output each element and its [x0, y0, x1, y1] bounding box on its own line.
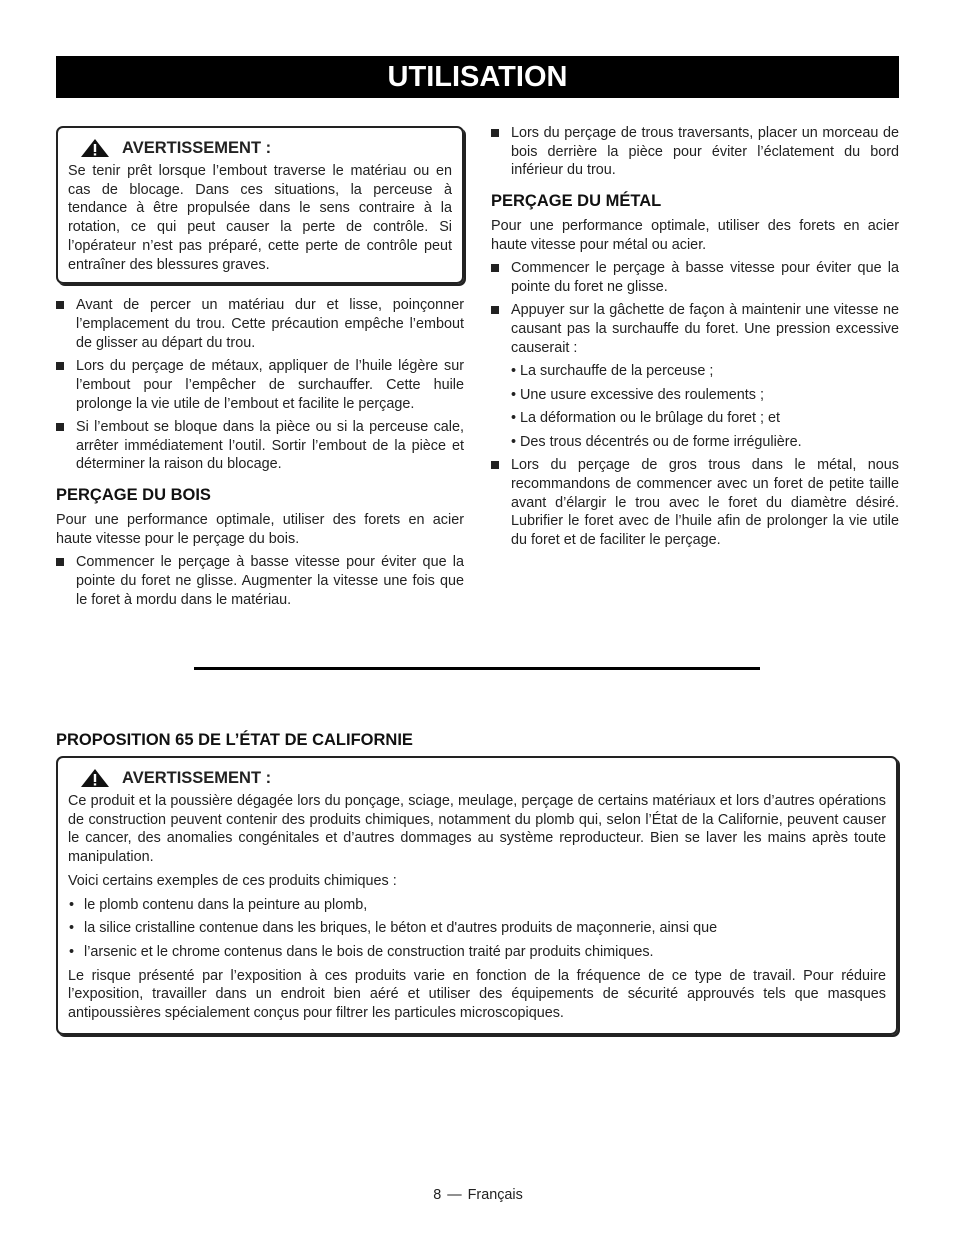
prop65-paragraph-2: Voici certains exemples de ces produits chimiques :: [68, 872, 397, 889]
list-item: Lors du perçage de gros trous dans le métal, nous recommandons de commencer avec un foret de petite taille avant d’élargir le trou avec le foret du diamètre désiré. Lubrifier le foret avec de l’huile afin de prolonger la vie utile du foret et de faciliter le perçage.: [491, 456, 899, 550]
list-item: • Des trous décentrés ou de forme irrégulière.: [511, 433, 802, 450]
footer-language: Français: [467, 1187, 523, 1203]
prop65-paragraph-1: Ce produit et la poussière dégagée lors du ponçage, sciage, meulage, perçage de certains matériaux et lors d’autres opérations de construction peuvent contenir des produits chimiques, notamment du plomb qui, selon l’État de la Californie, peuvent causer le cancer, des anomalies congénitales et d’autres dommages au système reproducteur. Bien se laver les mains après toute manipulation.: [68, 793, 886, 866]
bullet-square-icon: [491, 264, 499, 272]
metal-intro: Pour une performance optimale, utiliser des forets en acier haute vitesse pour métal ou acier.: [491, 217, 899, 253]
pressure-effects-list: [511, 362, 899, 451]
warning-triangle-icon: [80, 768, 110, 788]
list-item: • Une usure excessive des roulements ;: [511, 386, 764, 403]
warning-heading: AVERTISSEMENT :: [68, 138, 452, 158]
metal-list-2: [491, 456, 899, 550]
warning-triangle-icon: [80, 138, 110, 158]
bullet-square-icon: [491, 129, 499, 137]
wood-intro: Pour une performance optimale, utiliser des forets en acier haute vitesse pour le perçage du bois.: [56, 511, 464, 547]
wood-list: [56, 553, 464, 609]
list-item: • le plomb contenu dans la peinture au plomb,: [68, 896, 886, 915]
chemicals-list: [68, 896, 886, 962]
bullet-square-icon: [56, 558, 64, 566]
footer-separator: —: [447, 1187, 462, 1203]
list-item: • La surchauffe de la perceuse ;: [511, 363, 714, 380]
bullet-square-icon: [56, 301, 64, 309]
bullet-square-icon: [56, 423, 64, 431]
bullet-square-icon: [491, 306, 499, 314]
warning-text: Se tenir prêt lorsque l’embout traverse le matériau ou en cas de blocage. Dans ces situations, la perceuse à tendance à être propulsée dans le sens contraire à la rotation, ce qui peut causer la perte de contrôle. Si l’opérateur n’est pas préparé, cette perte de contrôle peut entraîner des blessures graves.: [68, 163, 452, 273]
list-item: • la silice cristalline contenue dans les briques, le béton et d'autres produits de maçonnerie, ainsi que: [68, 919, 886, 938]
list-item: Lors du perçage de métaux, appliquer de l’huile légère sur l’embout pour l’empêcher de surchauffer. Cette huile prolonge la vie utile de l’embout et facilite le perçage.: [56, 357, 464, 413]
metal-list: [491, 259, 899, 357]
prop65-paragraph-3: Le risque présenté par l’exposition à ces produits varie en fonction de la fréquence de ce type de travail. Pour réduire l’exposition, travailler dans un endroit bien aéré et utiliser des équipements de sécurité approuvés tels que masques antipoussières spécialement conçus pour filtrer les particules microscopiques.: [68, 967, 886, 1022]
list-item: • l’arsenic et le chrome contenus dans le bois de construction traité par produits chimiques.: [68, 943, 886, 962]
page-number: 8: [433, 1187, 442, 1203]
warning-heading: AVERTISSEMENT :: [68, 768, 886, 788]
list-item: Commencer le perçage à basse vitesse pour éviter que la pointe du foret ne glisse. Augmenter la vitesse une fois que le foret à mordu dans le matériau.: [56, 553, 464, 609]
prop65-title: PROPOSITION 65 DE L’ÉTAT DE CALIFORNIE: [56, 731, 413, 749]
bullet-square-icon: [56, 362, 64, 370]
right-column: [491, 124, 899, 555]
left-column: [56, 126, 464, 614]
through-holes-list: [491, 124, 899, 180]
list-item: Lors du perçage de trous traversants, placer un morceau de bois derrière la pièce pour éviter l’éclatement du bord inférieur du trou.: [491, 124, 899, 180]
page-title: UTILISATION: [56, 56, 899, 98]
section-divider: [194, 667, 760, 670]
list-item: • La déformation ou le brûlage du foret ; et: [511, 410, 781, 427]
list-item: Avant de percer un matériau dur et lisse, poinçonner l’emplacement du trou. Cette précaution empêche l’embout de glisser au départ du trou.: [56, 296, 464, 352]
section-heading-metal: PERÇAGE DU MÉTAL: [491, 192, 662, 211]
bullet-square-icon: [491, 461, 499, 469]
warning-box: [56, 126, 464, 284]
tips-list: [56, 296, 464, 474]
list-item: Si l’embout se bloque dans la pièce ou si la perceuse cale, arrêter immédiatement l’outil. Sortir l’embout de la pièce et déterminer la raison du blocage.: [56, 418, 464, 474]
prop65-warning-box: [56, 756, 898, 1035]
page-footer: [0, 1187, 954, 1203]
list-item: Commencer le perçage à basse vitesse pour éviter que la pointe du foret ne glisse.: [491, 259, 899, 296]
list-item: Appuyer sur la gâchette de façon à maintenir une vitesse ne causant pas la surchauffe du foret. Une pression excessive causerait :: [491, 301, 899, 357]
section-heading-wood: PERÇAGE DU BOIS: [56, 486, 211, 505]
